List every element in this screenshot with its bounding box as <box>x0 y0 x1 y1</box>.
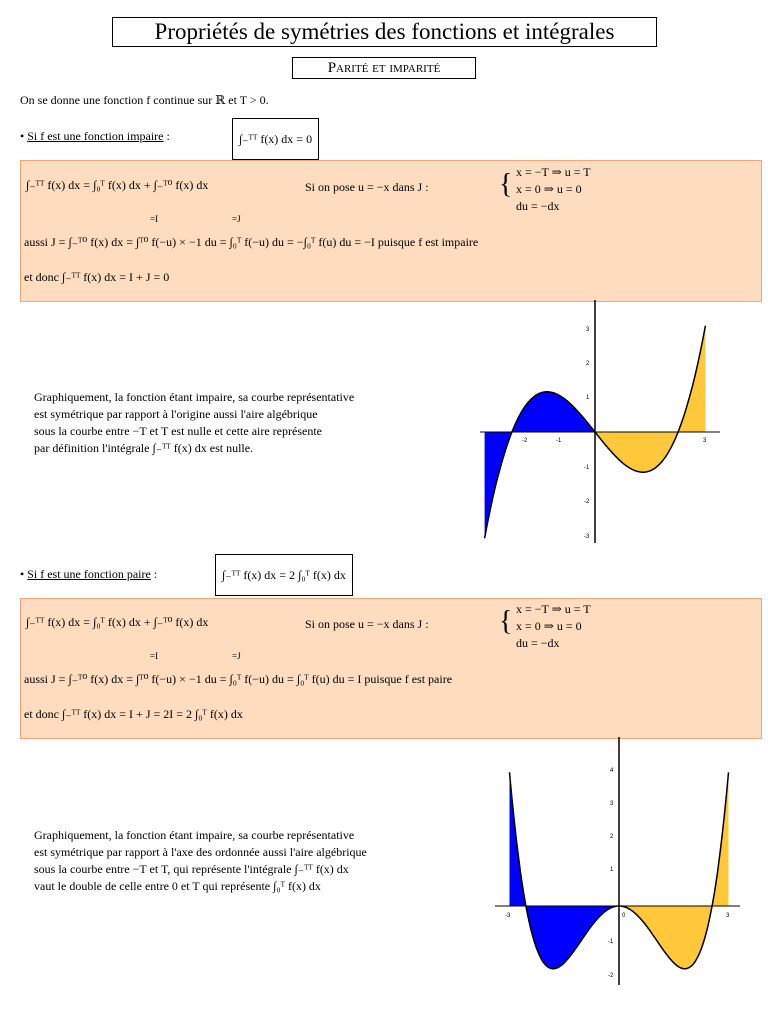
intro-text: On se donne une fonction f continue sur ℝ et T > 0. <box>20 93 269 107</box>
odd-result-box: ∫₋ᵀᵀ f(x) dx = 0 <box>232 118 319 160</box>
even-case-label: Si f est une fonction paire <box>27 567 151 581</box>
tick-label: 1 <box>586 395 590 401</box>
tick-label: 3 <box>726 913 730 919</box>
even-sys3: du = −dx <box>516 636 560 650</box>
tick-label: -1 <box>556 438 562 444</box>
even-line3: et donc ∫₋ᵀᵀ f(x) dx = I + J = 2I = 2 ∫₀ᵀ f(x) dx <box>24 707 243 721</box>
tick-label: -1 <box>584 465 590 471</box>
even-system-brace: { <box>499 606 513 637</box>
odd-case-heading <box>20 129 170 144</box>
odd-line1: ∫₋ᵀᵀ f(x) dx = ∫₀ᵀ f(x) dx + ∫₋ᵀ⁰ f(x) dx <box>26 178 209 192</box>
bullet: • <box>20 129 25 143</box>
odd-sys3: du = −dx <box>516 199 560 213</box>
tick-label: 4 <box>610 768 614 774</box>
odd-graph-text: Graphiquement, la fonction étant impaire, sa courbe représentative est symétrique par rapport à l'origine aussi l'aire algébrique sous la courbe entre −T et T est nulle et cette aire représente par définition l'intégrale ∫₋ᵀᵀ f(x) dx est nulle. <box>34 390 355 455</box>
even-sys2: x = 0 ⇒ u = 0 <box>516 619 582 633</box>
colon: : <box>166 129 170 143</box>
even-graph <box>490 737 750 987</box>
tick-label: -3 <box>584 534 590 540</box>
tick-label: -2 <box>608 973 614 979</box>
odd-under-I: =I <box>150 214 159 224</box>
colon: : <box>153 567 158 581</box>
even-line2: aussi J = ∫₋ᵀ⁰ f(x) dx = ∫ᵀ⁰ f(−u) × −1 du = ∫₀ᵀ f(−u) du = ∫₀ᵀ f(u) du = I puisque f est paire <box>24 672 453 686</box>
tick-label: 1 <box>610 867 614 873</box>
page-title: Propriétés de symétries des fonctions et intégrales <box>112 17 657 47</box>
tick-label: 3 <box>703 438 707 444</box>
even-graph-text: Graphiquement, la fonction étant impaire, sa courbe représentative est symétrique par rapport à l'axe des ordonnée aussi l'aire algébrique sous la courbe entre −T et T, qui représente l'intégrale ∫₋ᵀᵀ f(x) dx vaut le double de celle entre 0 et T qui représente ∫₀ᵀ f(x) dx <box>34 828 367 893</box>
odd-line2: aussi J = ∫₋ᵀ⁰ f(x) dx = ∫ᵀ⁰ f(−u) × −1 du = ∫₀ᵀ f(−u) du = −∫₀ᵀ f(u) du = −I puisque f est impaire <box>24 235 479 249</box>
even-case-heading <box>20 567 157 582</box>
bullet: • <box>20 567 25 581</box>
tick-label: 0 <box>622 913 626 919</box>
even-under-I: =I <box>150 651 159 661</box>
tick-label: -2 <box>522 438 528 444</box>
even-result-box: ∫₋ᵀᵀ f(x) dx = 2 ∫₀ᵀ f(x) dx <box>215 554 353 596</box>
tick-label: 3 <box>586 327 590 333</box>
even-under-J: =J <box>232 651 241 661</box>
odd-graph <box>470 300 730 545</box>
tick-label: -3 <box>505 913 511 919</box>
section-subtitle: Parité et imparité <box>292 57 476 79</box>
tick-label: -1 <box>608 939 614 945</box>
tick-label: -2 <box>584 499 590 505</box>
even-yellow-area <box>619 772 729 968</box>
odd-case-label: Si f est une fonction impaire <box>27 129 164 143</box>
even-pose: Si on pose u = −x dans J : <box>305 617 429 631</box>
even-blue-area <box>510 772 620 968</box>
odd-pose: Si on pose u = −x dans J : <box>305 180 429 194</box>
odd-line3: et donc ∫₋ᵀᵀ f(x) dx = I + J = 0 <box>24 270 170 284</box>
odd-sys1: x = −T ⇒ u = T <box>516 165 591 179</box>
tick-label: 2 <box>610 834 614 840</box>
tick-label: 2 <box>586 361 590 367</box>
even-sys1: x = −T ⇒ u = T <box>516 602 591 616</box>
odd-sys2: x = 0 ⇒ u = 0 <box>516 182 582 196</box>
odd-system-brace: { <box>499 169 513 200</box>
odd-under-J: =J <box>232 214 241 224</box>
even-line1: ∫₋ᵀᵀ f(x) dx = ∫₀ᵀ f(x) dx + ∫₋ᵀ⁰ f(x) dx <box>26 615 209 629</box>
tick-label: 3 <box>610 801 614 807</box>
